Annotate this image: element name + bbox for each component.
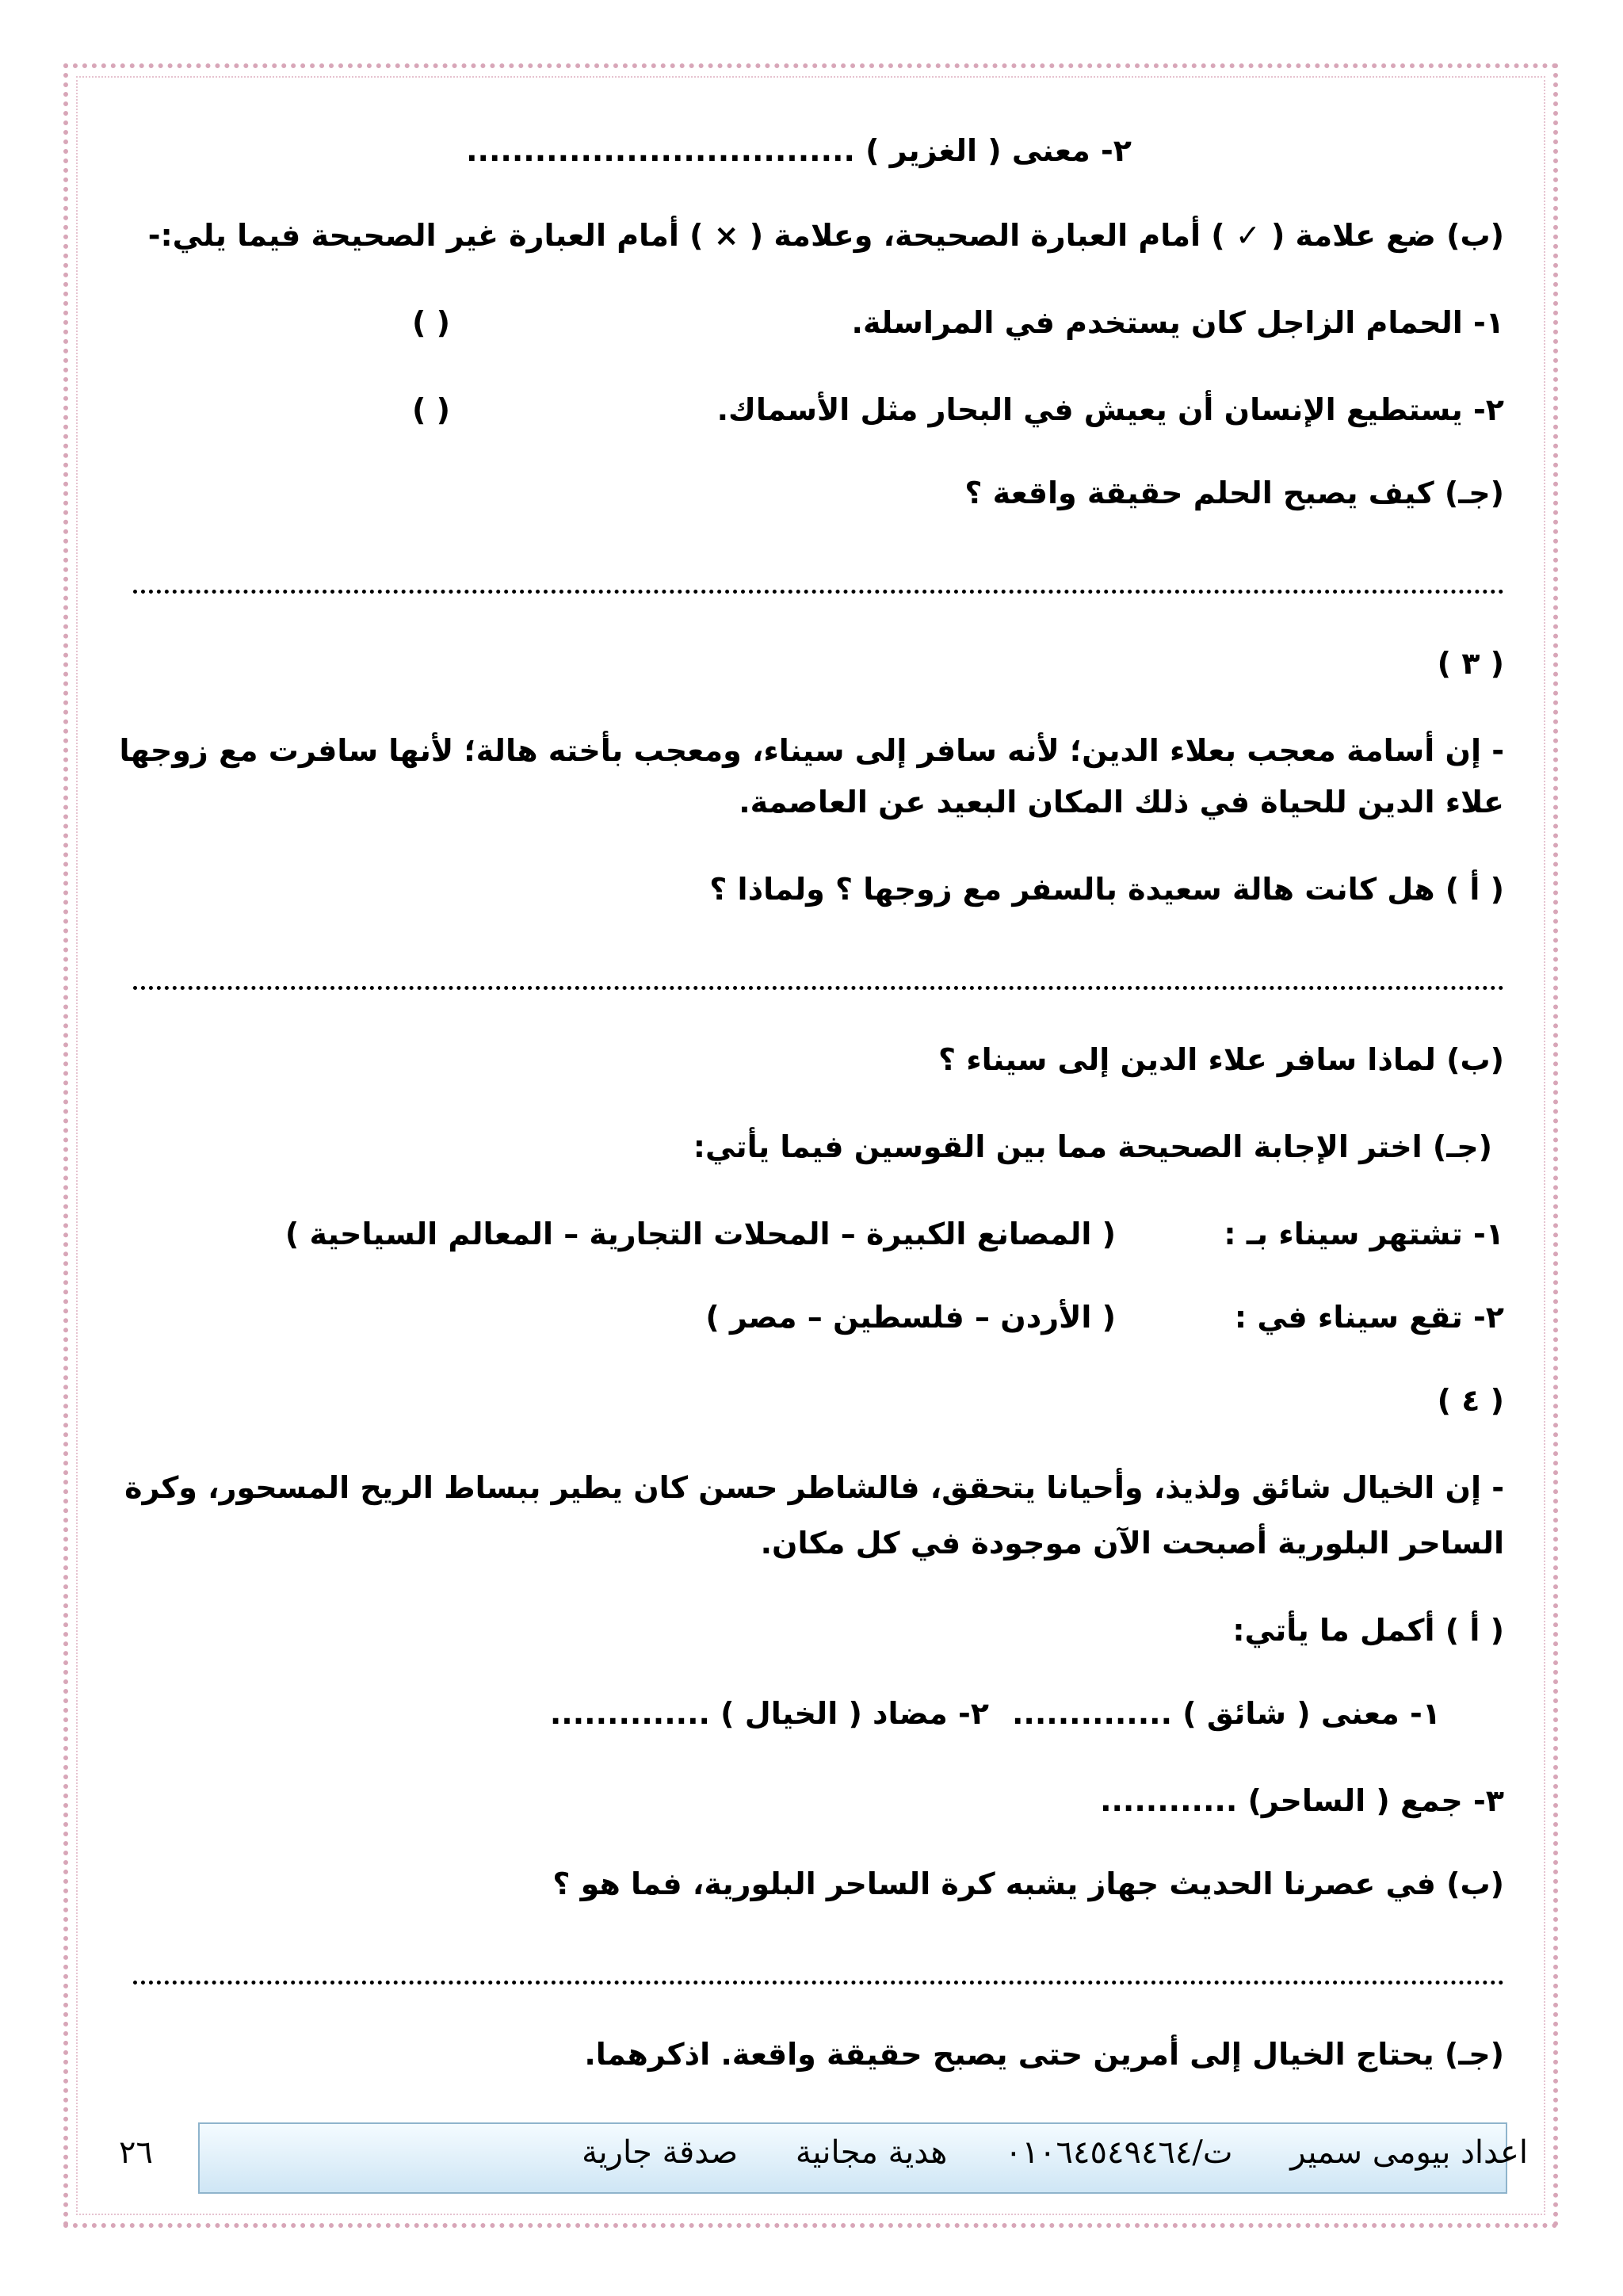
passage-3-line-2: علاء الدين للحياة في ذلك المكان البعيد عن العاصمة. [739,785,1504,819]
s4-a-item-1[interactable]: ١- معنى ( شائق ) .............. [1011,1696,1441,1731]
passage-4-line-2: الساحر البلورية أصبحت الآن موجودة في كل مكان. [760,1526,1504,1561]
s4-question-c: (جـ) يحتاج الخيال إلى أمرين حتى يصبح حقيقة واقعة. اذكرهما. [584,2037,1504,2072]
tf-item-1: ١- الحمام الزاجل كان يستخدم في المراسلة. [851,305,1504,340]
footer-author: اعداد بيومى سمير [1290,2134,1528,2171]
q2-meaning: ٢- معنى ( الغزير ) .................................. [466,133,1132,168]
mc-2-options[interactable]: ( الأردن – فلسطين – مصر ) [705,1300,1116,1335]
tf-item-2: ٢- يستطيع الإنسان أن يعيش في البحار مثل الأسماك. [716,392,1504,427]
answer-line[interactable] [133,586,1504,594]
section-3-heading: ( ٣ ) [1437,646,1504,681]
tf-answer-1[interactable]: ( ) [412,305,450,340]
s4-question-b: (ب) في عصرنا الحديث جهاز يشبه كرة الساحر البلورية، فما هو ؟ [552,1866,1504,1901]
s3-question-a: ( أ ) هل كانت هالة سعيدة بالسفر مع زوجها ؟ ولماذا ؟ [709,872,1504,907]
mc-2-question: ٢- تقع سيناء في : [1234,1300,1504,1335]
s4-a-item-2[interactable]: ٢- مضاد ( الخيال ) .............. [549,1696,989,1731]
tf-answer-2[interactable]: ( ) [412,392,450,427]
s3-question-c: (جـ) اختر الإجابة الصحيحة مما بين القوسين فيما يأتي: [693,1129,1492,1164]
footer-text [534,2134,1528,2171]
c-question: (جـ) كيف يصبح الحلم حقيقة واقعة ؟ [964,476,1504,510]
footer-gift: هدية مجانية [795,2134,948,2171]
s4-question-a: ( أ ) أكمل ما يأتي: [1232,1613,1504,1648]
section-4-heading: ( ٤ ) [1437,1383,1504,1418]
answer-line[interactable] [133,1977,1504,1985]
mc-1-options[interactable]: ( المصانع الكبيرة – المحلات التجارية – المعالم السياحية ) [285,1217,1116,1251]
s3-question-b: (ب) لماذا سافر علاء الدين إلى سيناء ؟ [938,1042,1504,1077]
mc-1-question: ١- تشتهر سيناء بـ : [1224,1217,1504,1251]
passage-4-line-1: - إن الخيال شائق ولذيذ، وأحيانا يتحقق، فالشاطر حسن كان يطير ببساط الريح المسحور، وكرة [124,1470,1504,1505]
footer-charity: صدقة جارية [582,2134,739,2171]
s4-a-item-3[interactable]: ٣- جمع ( الساحر) ............ [1100,1783,1504,1818]
answer-line[interactable] [133,983,1504,990]
page-number: ٢٦ [119,2134,153,2171]
b-instruction: (ب) ضع علامة ( ✓ ) أمام العبارة الصحيحة، وعلامة ( × ) أمام العبارة غير الصحيحة فيما يلي:- [147,218,1504,253]
footer-phone: ت/٠١٠٦٤٥٤٩٤٦٤ [1005,2134,1233,2171]
passage-3-line-1: - إن أسامة معجب بعلاء الدين؛ لأنه سافر إلى سيناء، ومعجب بأخته هالة؛ لأنها سافرت مع زوجها [119,733,1504,768]
